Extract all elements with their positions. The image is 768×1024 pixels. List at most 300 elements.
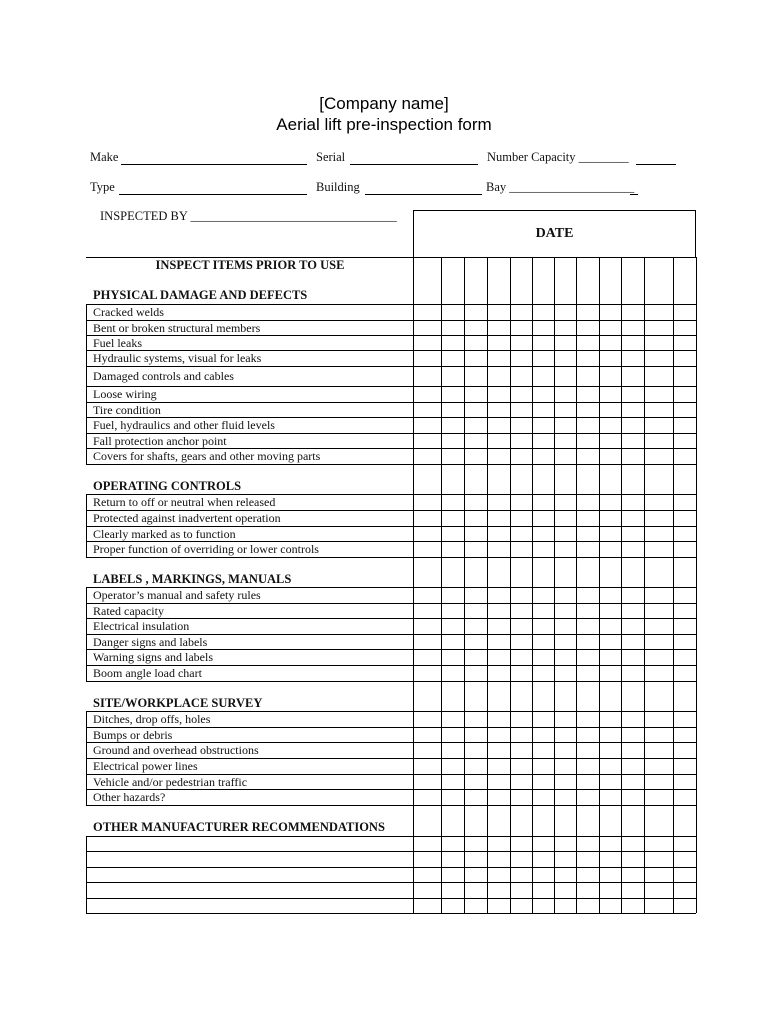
check-cell[interactable] (465, 619, 487, 634)
check-cell[interactable] (577, 321, 599, 335)
check-cell[interactable] (442, 434, 464, 448)
check-cell[interactable] (442, 387, 464, 402)
check-cell[interactable] (414, 403, 441, 417)
check-cell[interactable] (465, 868, 487, 882)
check-cell[interactable] (488, 434, 510, 448)
check-cell[interactable] (577, 527, 599, 541)
check-cell[interactable] (555, 743, 576, 758)
check-cell[interactable] (645, 336, 673, 350)
check-cell[interactable] (488, 604, 510, 618)
check-cell[interactable] (674, 899, 696, 913)
check-cell[interactable] (555, 775, 576, 789)
check-cell[interactable] (577, 367, 599, 386)
check-cell[interactable] (533, 759, 554, 774)
check-cell[interactable] (465, 728, 487, 742)
check-cell[interactable] (622, 759, 644, 774)
check-cell[interactable] (555, 868, 576, 882)
check-cell[interactable] (600, 588, 621, 603)
check-cell[interactable] (577, 650, 599, 665)
check-cell[interactable] (533, 790, 554, 805)
check-cell[interactable] (533, 449, 554, 464)
check-cell[interactable] (577, 899, 599, 913)
check-cell[interactable] (674, 434, 696, 448)
check-cell[interactable] (577, 868, 599, 882)
check-cell[interactable] (645, 743, 673, 758)
check-cell[interactable] (674, 387, 696, 402)
check-cell[interactable] (488, 336, 510, 350)
check-cell[interactable] (674, 336, 696, 350)
check-cell[interactable] (488, 588, 510, 603)
check-cell[interactable] (511, 588, 532, 603)
check-cell[interactable] (555, 852, 576, 867)
inspected-by[interactable]: INSPECTED BY _________________________________ (100, 209, 397, 223)
check-cell[interactable] (442, 495, 464, 510)
check-cell[interactable] (622, 511, 644, 526)
check-cell[interactable] (555, 387, 576, 402)
check-cell[interactable] (465, 449, 487, 464)
check-cell[interactable] (533, 743, 554, 758)
check-cell[interactable] (555, 403, 576, 417)
check-cell[interactable] (645, 635, 673, 649)
check-cell[interactable] (645, 367, 673, 386)
check-cell[interactable] (555, 588, 576, 603)
check-cell[interactable] (465, 387, 487, 402)
check-cell[interactable] (414, 852, 441, 867)
check-cell[interactable] (511, 743, 532, 758)
check-cell[interactable] (533, 883, 554, 898)
check-cell[interactable] (511, 321, 532, 335)
check-cell[interactable] (674, 635, 696, 649)
check-cell[interactable] (533, 650, 554, 665)
check-cell[interactable] (511, 604, 532, 618)
check-cell[interactable] (600, 635, 621, 649)
check-cell[interactable] (465, 604, 487, 618)
check-cell[interactable] (600, 542, 621, 557)
check-cell[interactable] (555, 790, 576, 805)
check-cell[interactable] (577, 635, 599, 649)
check-cell[interactable] (555, 759, 576, 774)
check-cell[interactable] (488, 321, 510, 335)
check-cell[interactable] (465, 434, 487, 448)
check-cell[interactable] (645, 759, 673, 774)
check-cell[interactable] (414, 434, 441, 448)
check-cell[interactable] (533, 305, 554, 320)
check-cell[interactable] (622, 868, 644, 882)
check-cell[interactable] (442, 588, 464, 603)
check-cell[interactable] (600, 666, 621, 681)
check-cell[interactable] (414, 351, 441, 366)
check-cell[interactable] (488, 527, 510, 541)
bay-field[interactable] (630, 194, 638, 195)
check-cell[interactable] (511, 852, 532, 867)
check-cell[interactable] (533, 387, 554, 402)
check-cell[interactable] (511, 868, 532, 882)
check-cell[interactable] (414, 759, 441, 774)
check-cell[interactable] (533, 511, 554, 526)
check-cell[interactable] (414, 588, 441, 603)
check-cell[interactable] (674, 852, 696, 867)
check-cell[interactable] (465, 588, 487, 603)
check-cell[interactable] (465, 336, 487, 350)
check-cell[interactable] (511, 666, 532, 681)
check-cell[interactable] (414, 387, 441, 402)
check-cell[interactable] (442, 403, 464, 417)
check-cell[interactable] (533, 837, 554, 851)
check-cell[interactable] (511, 495, 532, 510)
check-cell[interactable] (622, 790, 644, 805)
check-cell[interactable] (674, 542, 696, 557)
check-cell[interactable] (414, 728, 441, 742)
check-cell[interactable] (674, 712, 696, 727)
check-cell[interactable] (442, 728, 464, 742)
check-cell[interactable] (442, 650, 464, 665)
check-cell[interactable] (645, 837, 673, 851)
check-cell[interactable] (600, 321, 621, 335)
check-cell[interactable] (488, 712, 510, 727)
check-cell[interactable] (577, 305, 599, 320)
check-cell[interactable] (577, 511, 599, 526)
check-cell[interactable] (600, 619, 621, 634)
check-cell[interactable] (674, 743, 696, 758)
check-cell[interactable] (622, 321, 644, 335)
check-cell[interactable] (555, 351, 576, 366)
check-cell[interactable] (511, 511, 532, 526)
check-cell[interactable] (622, 336, 644, 350)
check-cell[interactable] (533, 527, 554, 541)
check-cell[interactable] (645, 542, 673, 557)
check-cell[interactable] (555, 837, 576, 851)
check-cell[interactable] (442, 899, 464, 913)
check-cell[interactable] (465, 511, 487, 526)
check-cell[interactable] (622, 351, 644, 366)
check-cell[interactable] (577, 495, 599, 510)
check-cell[interactable] (600, 899, 621, 913)
check-cell[interactable] (600, 837, 621, 851)
check-cell[interactable] (674, 790, 696, 805)
check-cell[interactable] (674, 604, 696, 618)
check-cell[interactable] (442, 542, 464, 557)
check-cell[interactable] (414, 305, 441, 320)
check-cell[interactable] (674, 403, 696, 417)
check-cell[interactable] (555, 712, 576, 727)
building-field[interactable] (365, 194, 482, 195)
check-cell[interactable] (555, 495, 576, 510)
check-cell[interactable] (511, 899, 532, 913)
check-cell[interactable] (674, 351, 696, 366)
check-cell[interactable] (645, 666, 673, 681)
check-cell[interactable] (577, 837, 599, 851)
check-cell[interactable] (622, 305, 644, 320)
check-cell[interactable] (645, 712, 673, 727)
check-cell[interactable] (465, 712, 487, 727)
check-cell[interactable] (600, 527, 621, 541)
check-cell[interactable] (622, 837, 644, 851)
check-cell[interactable] (645, 619, 673, 634)
check-cell[interactable] (414, 604, 441, 618)
check-cell[interactable] (442, 790, 464, 805)
check-cell[interactable] (622, 418, 644, 433)
check-cell[interactable] (442, 852, 464, 867)
check-cell[interactable] (577, 336, 599, 350)
check-cell[interactable] (555, 666, 576, 681)
check-cell[interactable] (465, 367, 487, 386)
check-cell[interactable] (645, 728, 673, 742)
check-cell[interactable] (511, 351, 532, 366)
check-cell[interactable] (645, 588, 673, 603)
check-cell[interactable] (600, 868, 621, 882)
check-cell[interactable] (622, 588, 644, 603)
check-cell[interactable] (645, 403, 673, 417)
check-cell[interactable] (511, 367, 532, 386)
check-cell[interactable] (465, 321, 487, 335)
check-cell[interactable] (442, 635, 464, 649)
check-cell[interactable] (622, 743, 644, 758)
make-field[interactable] (121, 164, 307, 165)
check-cell[interactable] (645, 511, 673, 526)
check-cell[interactable] (414, 837, 441, 851)
check-cell[interactable] (645, 387, 673, 402)
check-cell[interactable] (414, 868, 441, 882)
check-cell[interactable] (645, 775, 673, 789)
check-cell[interactable] (600, 650, 621, 665)
check-cell[interactable] (674, 883, 696, 898)
check-cell[interactable] (511, 775, 532, 789)
check-cell[interactable] (674, 775, 696, 789)
check-cell[interactable] (533, 495, 554, 510)
check-cell[interactable] (414, 650, 441, 665)
check-cell[interactable] (465, 542, 487, 557)
check-cell[interactable] (488, 728, 510, 742)
check-cell[interactable] (555, 305, 576, 320)
check-cell[interactable] (414, 321, 441, 335)
check-cell[interactable] (465, 650, 487, 665)
check-cell[interactable] (622, 604, 644, 618)
check-cell[interactable] (645, 351, 673, 366)
check-cell[interactable] (414, 511, 441, 526)
check-cell[interactable] (622, 403, 644, 417)
check-cell[interactable] (414, 542, 441, 557)
check-cell[interactable] (645, 650, 673, 665)
check-cell[interactable] (488, 449, 510, 464)
check-cell[interactable] (414, 790, 441, 805)
check-cell[interactable] (555, 511, 576, 526)
check-cell[interactable] (600, 883, 621, 898)
check-cell[interactable] (414, 743, 441, 758)
check-cell[interactable] (414, 418, 441, 433)
check-cell[interactable] (577, 418, 599, 433)
check-cell[interactable] (600, 852, 621, 867)
check-cell[interactable] (488, 868, 510, 882)
check-cell[interactable] (674, 527, 696, 541)
check-cell[interactable] (533, 367, 554, 386)
check-cell[interactable] (577, 775, 599, 789)
check-cell[interactable] (465, 403, 487, 417)
check-cell[interactable] (488, 418, 510, 433)
check-cell[interactable] (622, 434, 644, 448)
check-cell[interactable] (577, 790, 599, 805)
check-cell[interactable] (645, 305, 673, 320)
check-cell[interactable] (645, 852, 673, 867)
check-cell[interactable] (488, 883, 510, 898)
check-cell[interactable] (465, 743, 487, 758)
check-cell[interactable] (511, 650, 532, 665)
check-cell[interactable] (577, 619, 599, 634)
check-cell[interactable] (442, 367, 464, 386)
check-cell[interactable] (414, 883, 441, 898)
check-cell[interactable] (533, 588, 554, 603)
check-cell[interactable] (533, 321, 554, 335)
check-cell[interactable] (622, 367, 644, 386)
check-cell[interactable] (555, 418, 576, 433)
check-cell[interactable] (442, 351, 464, 366)
check-cell[interactable] (645, 790, 673, 805)
check-cell[interactable] (555, 650, 576, 665)
check-cell[interactable] (442, 666, 464, 681)
check-cell[interactable] (600, 403, 621, 417)
check-cell[interactable] (414, 635, 441, 649)
check-cell[interactable] (533, 728, 554, 742)
check-cell[interactable] (511, 449, 532, 464)
check-cell[interactable] (622, 527, 644, 541)
check-cell[interactable] (577, 883, 599, 898)
check-cell[interactable] (674, 728, 696, 742)
check-cell[interactable] (465, 666, 487, 681)
check-cell[interactable] (577, 604, 599, 618)
check-cell[interactable] (533, 899, 554, 913)
check-cell[interactable] (488, 650, 510, 665)
check-cell[interactable] (511, 759, 532, 774)
check-cell[interactable] (511, 527, 532, 541)
check-cell[interactable] (533, 403, 554, 417)
check-cell[interactable] (488, 775, 510, 789)
check-cell[interactable] (465, 852, 487, 867)
check-cell[interactable] (488, 619, 510, 634)
check-cell[interactable] (622, 728, 644, 742)
check-cell[interactable] (600, 336, 621, 350)
check-cell[interactable] (577, 434, 599, 448)
check-cell[interactable] (645, 899, 673, 913)
check-cell[interactable] (442, 712, 464, 727)
check-cell[interactable] (674, 367, 696, 386)
check-cell[interactable] (555, 449, 576, 464)
check-cell[interactable] (511, 712, 532, 727)
check-cell[interactable] (622, 387, 644, 402)
check-cell[interactable] (674, 666, 696, 681)
check-cell[interactable] (442, 604, 464, 618)
check-cell[interactable] (622, 495, 644, 510)
check-cell[interactable] (600, 790, 621, 805)
check-cell[interactable] (465, 775, 487, 789)
check-cell[interactable] (555, 434, 576, 448)
check-cell[interactable] (511, 305, 532, 320)
check-cell[interactable] (488, 635, 510, 649)
check-cell[interactable] (414, 449, 441, 464)
check-cell[interactable] (488, 495, 510, 510)
check-cell[interactable] (645, 321, 673, 335)
check-cell[interactable] (442, 336, 464, 350)
check-cell[interactable] (577, 542, 599, 557)
check-cell[interactable] (577, 387, 599, 402)
check-cell[interactable] (488, 387, 510, 402)
check-cell[interactable] (442, 759, 464, 774)
serial-field[interactable] (350, 164, 478, 165)
check-cell[interactable] (511, 837, 532, 851)
check-cell[interactable] (622, 712, 644, 727)
check-cell[interactable] (533, 434, 554, 448)
check-cell[interactable] (488, 790, 510, 805)
check-cell[interactable] (465, 899, 487, 913)
check-cell[interactable] (577, 351, 599, 366)
check-cell[interactable] (645, 868, 673, 882)
check-cell[interactable] (533, 635, 554, 649)
check-cell[interactable] (577, 449, 599, 464)
check-cell[interactable] (600, 759, 621, 774)
check-cell[interactable] (488, 899, 510, 913)
check-cell[interactable] (555, 321, 576, 335)
check-cell[interactable] (488, 403, 510, 417)
check-cell[interactable] (442, 305, 464, 320)
check-cell[interactable] (577, 712, 599, 727)
check-cell[interactable] (488, 305, 510, 320)
check-cell[interactable] (465, 351, 487, 366)
check-cell[interactable] (465, 759, 487, 774)
check-cell[interactable] (622, 883, 644, 898)
check-cell[interactable] (555, 336, 576, 350)
check-cell[interactable] (645, 495, 673, 510)
check-cell[interactable] (674, 418, 696, 433)
check-cell[interactable] (511, 418, 532, 433)
check-cell[interactable] (555, 899, 576, 913)
check-cell[interactable] (511, 619, 532, 634)
check-cell[interactable] (533, 336, 554, 350)
check-cell[interactable] (622, 775, 644, 789)
check-cell[interactable] (645, 883, 673, 898)
check-cell[interactable] (674, 495, 696, 510)
check-cell[interactable] (555, 367, 576, 386)
check-cell[interactable] (674, 868, 696, 882)
check-cell[interactable] (577, 852, 599, 867)
check-cell[interactable] (511, 403, 532, 417)
check-cell[interactable] (674, 837, 696, 851)
check-cell[interactable] (533, 666, 554, 681)
check-cell[interactable] (600, 743, 621, 758)
check-cell[interactable] (414, 495, 441, 510)
check-cell[interactable] (488, 542, 510, 557)
check-cell[interactable] (555, 527, 576, 541)
check-cell[interactable] (674, 650, 696, 665)
check-cell[interactable] (600, 418, 621, 433)
check-cell[interactable] (414, 367, 441, 386)
check-cell[interactable] (674, 619, 696, 634)
check-cell[interactable] (600, 387, 621, 402)
check-cell[interactable] (442, 321, 464, 335)
check-cell[interactable] (414, 712, 441, 727)
number-capacity-field[interactable] (636, 164, 676, 165)
check-cell[interactable] (442, 511, 464, 526)
check-cell[interactable] (442, 868, 464, 882)
check-cell[interactable] (622, 899, 644, 913)
check-cell[interactable] (645, 434, 673, 448)
check-cell[interactable] (555, 728, 576, 742)
check-cell[interactable] (488, 511, 510, 526)
check-cell[interactable] (600, 775, 621, 789)
check-cell[interactable] (622, 619, 644, 634)
check-cell[interactable] (414, 336, 441, 350)
check-cell[interactable] (442, 449, 464, 464)
check-cell[interactable] (577, 588, 599, 603)
check-cell[interactable] (577, 759, 599, 774)
check-cell[interactable] (442, 527, 464, 541)
